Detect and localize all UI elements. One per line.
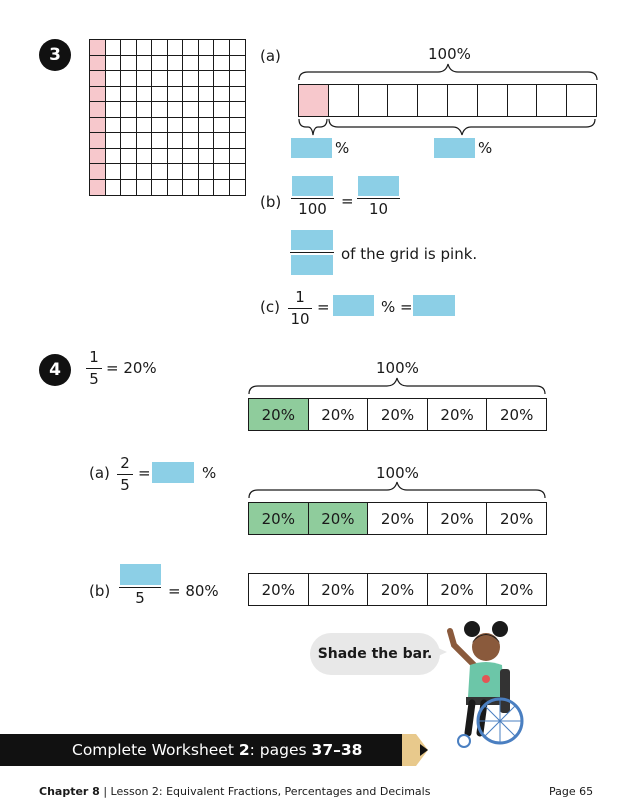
q4-bar3-segment[interactable]: 20% bbox=[500, 580, 534, 599]
grid-cell bbox=[214, 180, 230, 196]
grid-cell bbox=[106, 164, 122, 180]
q3-bar-total: 100% bbox=[428, 45, 471, 63]
grid-cell bbox=[152, 71, 168, 87]
q3b-fraction-1 bbox=[291, 176, 334, 218]
grid-cell bbox=[230, 118, 246, 134]
q4-intro-denominator: 5 bbox=[89, 370, 99, 388]
q4-bar2-segment[interactable]: 20% bbox=[368, 503, 428, 534]
q3-part-a-label: (a) bbox=[260, 47, 281, 65]
grid-cell bbox=[199, 102, 215, 118]
grid-cell bbox=[90, 40, 106, 56]
q4-bar1-segment[interactable]: 20% bbox=[249, 399, 309, 430]
q3a-answer-box-2[interactable] bbox=[434, 138, 475, 158]
q3-bar-segment bbox=[329, 85, 359, 116]
grid-cell bbox=[214, 40, 230, 56]
q4-bar1-brace bbox=[248, 376, 546, 396]
grid-cell bbox=[90, 118, 106, 134]
grid-cell bbox=[199, 40, 215, 56]
q4-bar-2 bbox=[248, 502, 547, 535]
q4a-denominator: 5 bbox=[120, 476, 130, 494]
pencil-tip-icon bbox=[402, 734, 428, 766]
grid-cell bbox=[137, 87, 153, 103]
q3b-numerator-box-1[interactable] bbox=[292, 176, 333, 196]
grid-cell bbox=[199, 87, 215, 103]
q3-bar-segment bbox=[508, 85, 538, 116]
grid-cell bbox=[90, 149, 106, 165]
q3-part-b-label: (b) bbox=[260, 193, 282, 211]
grid-cell bbox=[183, 56, 199, 72]
grid-cell bbox=[152, 87, 168, 103]
grid-cell bbox=[230, 180, 246, 196]
q3b-grid-fraction bbox=[290, 230, 334, 275]
grid-cell bbox=[137, 118, 153, 134]
grid-cell bbox=[230, 102, 246, 118]
grid-cell bbox=[168, 56, 184, 72]
q4-bar1-segment[interactable]: 20% bbox=[309, 399, 369, 430]
banner-pages: 37–38 bbox=[311, 741, 363, 759]
grid-cell bbox=[137, 149, 153, 165]
q4-bar1-total: 100% bbox=[376, 359, 419, 377]
grid-cell bbox=[90, 71, 106, 87]
q4-bar2-brace bbox=[248, 480, 546, 500]
q4-bar2-segment[interactable]: 20% bbox=[249, 503, 309, 534]
q3-part-c-label: (c) bbox=[260, 298, 280, 316]
grid-cell bbox=[199, 164, 215, 180]
grid-cell bbox=[121, 118, 137, 134]
q3a-answer-box-1[interactable] bbox=[291, 138, 332, 158]
grid-cell bbox=[121, 164, 137, 180]
q4b-numerator-box[interactable] bbox=[120, 564, 161, 585]
grid-cell bbox=[137, 133, 153, 149]
grid-cell bbox=[121, 87, 137, 103]
grid-cell bbox=[137, 71, 153, 87]
grid-cell bbox=[168, 118, 184, 134]
footer-left bbox=[39, 785, 430, 798]
q3c-fraction bbox=[288, 289, 312, 328]
q3b-numerator-box-2[interactable] bbox=[358, 176, 399, 196]
grid-cell bbox=[183, 164, 199, 180]
q4-intro-fraction bbox=[86, 349, 102, 388]
grid-cell bbox=[183, 149, 199, 165]
grid-cell bbox=[106, 40, 122, 56]
q4b-rhs: = 80% bbox=[168, 582, 219, 600]
q4a-numerator: 2 bbox=[120, 454, 130, 472]
q3-bar-segment bbox=[418, 85, 448, 116]
grid-cell bbox=[121, 180, 137, 196]
q3-bar-segment bbox=[567, 85, 596, 116]
grid-cell bbox=[183, 87, 199, 103]
question-3-number: 3 bbox=[39, 39, 71, 71]
grid-cell bbox=[137, 180, 153, 196]
speech-bubble bbox=[310, 633, 440, 675]
grid-cell bbox=[106, 149, 122, 165]
grid-cell bbox=[90, 180, 106, 196]
grid-cell bbox=[230, 164, 246, 180]
q3-bar-segment bbox=[388, 85, 418, 116]
grid-cell bbox=[152, 133, 168, 149]
q3-bar-segment bbox=[299, 85, 329, 116]
grid-cell bbox=[121, 71, 137, 87]
q3c-answer-box-2[interactable] bbox=[413, 295, 455, 316]
grid-cell bbox=[214, 164, 230, 180]
q3-tenths-bar bbox=[298, 84, 597, 117]
grid-cell bbox=[183, 180, 199, 196]
grid-cell bbox=[121, 102, 137, 118]
grid-cell bbox=[230, 40, 246, 56]
grid-cell bbox=[90, 164, 106, 180]
grid-cell bbox=[90, 102, 106, 118]
q4-bar-1 bbox=[248, 398, 547, 431]
q4-bar3-segment[interactable]: 20% bbox=[309, 574, 369, 605]
grid-cell bbox=[137, 164, 153, 180]
grid-cell bbox=[121, 40, 137, 56]
grid-cell bbox=[214, 71, 230, 87]
grid-cell bbox=[230, 56, 246, 72]
grid-cell bbox=[90, 87, 106, 103]
grid-cell bbox=[121, 149, 137, 165]
grid-cell bbox=[152, 164, 168, 180]
grid-cell bbox=[214, 118, 230, 134]
grid-cell bbox=[214, 102, 230, 118]
q3c-numerator: 1 bbox=[295, 288, 305, 306]
q4-bar2-segment[interactable]: 20% bbox=[428, 503, 488, 534]
q4-bar1-segment[interactable]: 20% bbox=[428, 399, 488, 430]
grid-cell bbox=[152, 180, 168, 196]
q4-part-a-label: (a) bbox=[89, 464, 110, 482]
grid-cell bbox=[152, 149, 168, 165]
grid-cell bbox=[214, 149, 230, 165]
grid-cell bbox=[183, 71, 199, 87]
banner-text bbox=[72, 741, 362, 759]
q4-bar3-segment[interactable]: 20% bbox=[428, 574, 488, 605]
q3-top-brace bbox=[298, 62, 598, 82]
grid-cell bbox=[168, 40, 184, 56]
grid-cell bbox=[199, 180, 215, 196]
grid-cell bbox=[106, 180, 122, 196]
footer-chapter: Chapter 8 bbox=[39, 785, 100, 798]
grid-cell bbox=[106, 133, 122, 149]
q4b-fraction bbox=[119, 564, 161, 607]
banner-worksheet-number: 2 bbox=[238, 741, 250, 759]
q3c-denominator: 10 bbox=[290, 310, 310, 328]
grid-cell bbox=[152, 40, 168, 56]
hundred-grid bbox=[89, 39, 246, 196]
q3a-percent-sign-2: % bbox=[478, 139, 493, 157]
q4-bar2-segment[interactable]: 20% bbox=[500, 509, 534, 528]
grid-cell bbox=[214, 56, 230, 72]
grid-cell bbox=[199, 71, 215, 87]
q4b-denominator: 5 bbox=[135, 589, 145, 607]
grid-cell bbox=[168, 133, 184, 149]
grid-cell bbox=[168, 71, 184, 87]
q4a-fraction bbox=[117, 455, 133, 494]
question-4-number: 4 bbox=[39, 354, 71, 386]
q4-intro-numerator: 1 bbox=[89, 348, 99, 366]
grid-cell bbox=[199, 56, 215, 72]
q4a-percent-sign: % bbox=[202, 464, 217, 482]
q4-bar2-total: 100% bbox=[376, 464, 419, 482]
grid-cell bbox=[152, 102, 168, 118]
girl-in-wheelchair-illustration bbox=[440, 605, 550, 755]
speech-bubble-text: Shade the bar. bbox=[317, 646, 433, 662]
q4-bar2-segment[interactable]: 20% bbox=[309, 503, 369, 534]
q4-bar1-segment[interactable]: 20% bbox=[368, 399, 428, 430]
grid-cell bbox=[90, 133, 106, 149]
grid-cell bbox=[152, 118, 168, 134]
grid-cell bbox=[106, 87, 122, 103]
q3-bar-segment bbox=[478, 85, 508, 116]
grid-cell bbox=[137, 56, 153, 72]
q4-part-b-label: (b) bbox=[89, 582, 111, 600]
grid-cell bbox=[106, 71, 122, 87]
q4a-equals: = bbox=[138, 464, 151, 482]
q3b-denominator-1: 100 bbox=[298, 200, 327, 218]
grid-cell bbox=[106, 56, 122, 72]
q4a-answer-box[interactable] bbox=[152, 462, 194, 483]
q3b-fraction-2 bbox=[357, 176, 400, 218]
banner-prefix: Complete Worksheet bbox=[72, 741, 239, 759]
grid-cell bbox=[106, 102, 122, 118]
footer-separator: | bbox=[103, 785, 108, 798]
grid-cell bbox=[214, 133, 230, 149]
q4-bar1-segment[interactable]: 20% bbox=[500, 405, 534, 424]
q3a-percent-sign-1: % bbox=[335, 139, 350, 157]
q4-intro-rhs: = 20% bbox=[106, 359, 157, 377]
q3b-equals: = bbox=[341, 192, 354, 210]
grid-cell bbox=[183, 102, 199, 118]
footer-page-number: Page 65 bbox=[549, 785, 594, 798]
grid-cell bbox=[106, 118, 122, 134]
q3b-denominator-2: 10 bbox=[368, 200, 389, 218]
q3b-grid-numerator-box[interactable] bbox=[291, 230, 333, 250]
q4-bar3-segment[interactable]: 20% bbox=[368, 574, 428, 605]
grid-cell bbox=[230, 71, 246, 87]
banner-middle: : pages bbox=[249, 741, 312, 759]
grid-cell bbox=[230, 149, 246, 165]
worksheet-banner bbox=[0, 734, 402, 766]
footer-lesson: Lesson 2: Equivalent Fractions, Percentages and Decimals bbox=[110, 785, 431, 798]
grid-cell bbox=[183, 40, 199, 56]
grid-cell bbox=[137, 102, 153, 118]
grid-cell bbox=[168, 87, 184, 103]
grid-cell bbox=[183, 118, 199, 134]
grid-cell bbox=[199, 149, 215, 165]
grid-cell bbox=[168, 180, 184, 196]
grid-cell bbox=[214, 87, 230, 103]
grid-cell bbox=[168, 149, 184, 165]
grid-cell bbox=[230, 133, 246, 149]
grid-cell bbox=[121, 133, 137, 149]
q3c-equals: = bbox=[317, 298, 330, 316]
q3-bar-segment bbox=[359, 85, 389, 116]
q3c-percent-equals: % = bbox=[381, 298, 413, 316]
grid-cell bbox=[230, 87, 246, 103]
q3-bar-segment bbox=[537, 85, 567, 116]
q3b-grid-denominator-box[interactable] bbox=[291, 255, 333, 275]
grid-cell bbox=[152, 56, 168, 72]
grid-cell bbox=[199, 118, 215, 134]
grid-cell bbox=[168, 164, 184, 180]
q4-bar3-segment[interactable]: 20% bbox=[249, 574, 309, 605]
grid-cell bbox=[121, 56, 137, 72]
grid-cell bbox=[90, 56, 106, 72]
grid-cell bbox=[168, 102, 184, 118]
grid-cell bbox=[183, 133, 199, 149]
q3b-grid-text: of the grid is pink. bbox=[341, 245, 478, 263]
q3-bottom-braces bbox=[298, 117, 598, 137]
q4-bar-3 bbox=[248, 573, 547, 606]
grid-cell bbox=[137, 40, 153, 56]
grid-cell bbox=[199, 133, 215, 149]
q3-bar-segment bbox=[448, 85, 478, 116]
q3c-answer-box-1[interactable] bbox=[333, 295, 374, 316]
